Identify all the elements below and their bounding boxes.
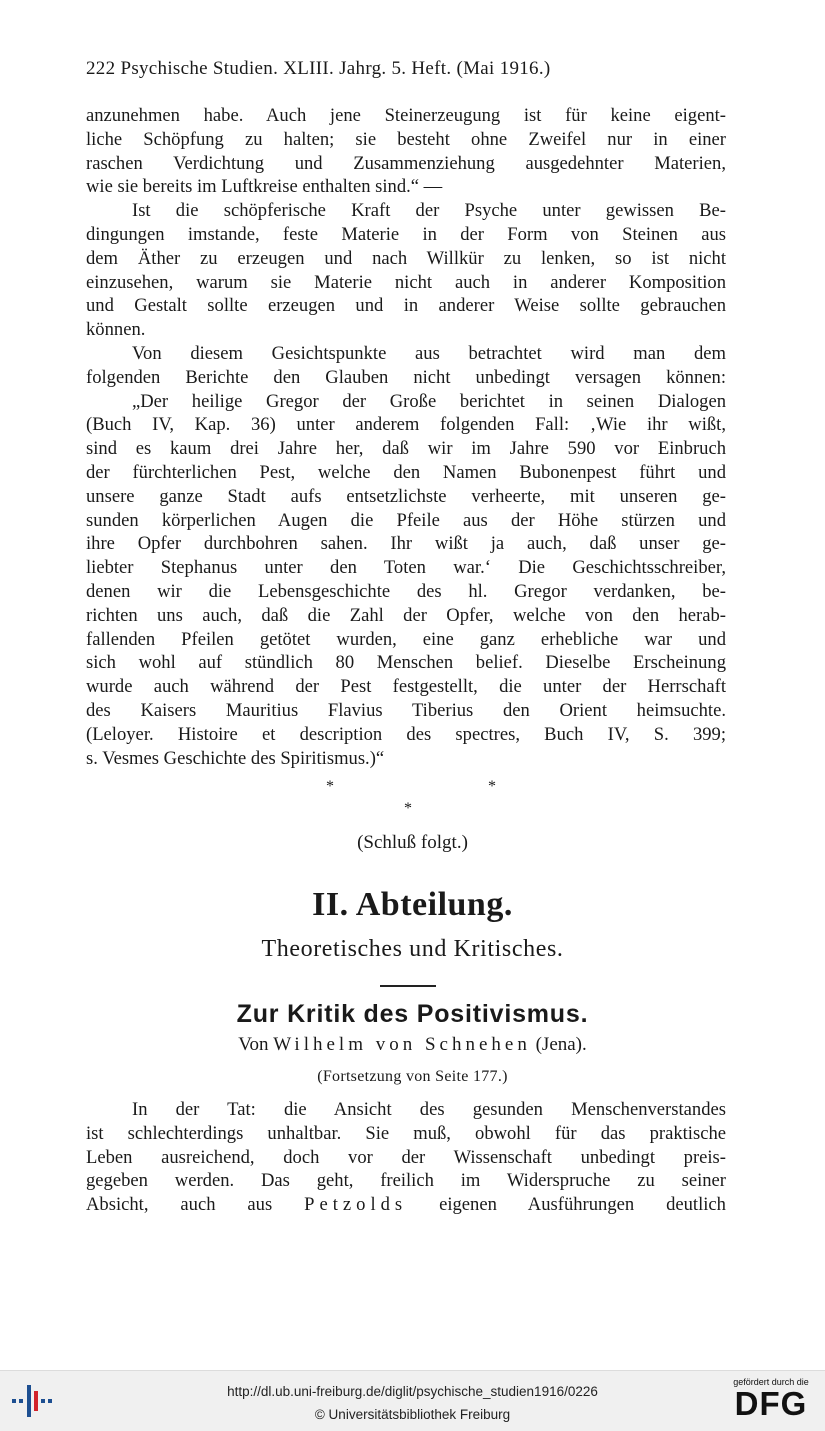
text-line: sind es kaum drei Jahre her, daß wir im Jahre 590 vor Einbruch [86, 438, 726, 460]
asterisk: * [326, 778, 334, 795]
text-line: denen wir die Lebensgeschichte des hl. Gregor verdanken, be- [86, 580, 726, 602]
byline [0, 1034, 825, 1056]
text-line: Ist die schöpferische Kraft der Psyche unter gewissen Be- [132, 200, 726, 222]
section-heading: II. Abteilung. [312, 886, 513, 923]
byline-von: Von [238, 1034, 269, 1055]
dfg-wordmark: DFG [734, 1385, 808, 1422]
body-text-block-1 [86, 104, 726, 770]
text-line: folgenden Berichte den Glauben nicht unbedingt versagen können: [86, 366, 726, 388]
text-line: ihre Opfer durchbohren sahen. Ihr wißt ja auch, daß unser ge- [86, 533, 726, 555]
footer-copyright: © Universitätsbibliothek Freiburg [314, 1407, 511, 1422]
body-text-block-2 [86, 1098, 726, 1217]
text-line: unsere ganze Stadt aufs entsetzlichste verheerte, mit unseren ge- [86, 485, 726, 507]
text-line: dem Äther zu erzeugen und nach Willkür zu lenken, so ist nicht [86, 247, 726, 269]
text-line: liebter Stephanus unter den Toten war.‘ Die Geschichtsschreiber, [86, 557, 726, 579]
text-line: In der Tat: die Ansicht des gesunden Menschenverstandes [132, 1099, 726, 1120]
footer-url-link[interactable]: http://dl.ub.uni-freiburg.de/diglit/psychische_studien1916/0226 [227, 1384, 598, 1399]
text-line: der fürchterlichen Pest, welche den Namen Bubonenpest führt und [86, 461, 726, 483]
text-line: raschen Verdichtung und Zusammenziehung ausgedehnter Materien, [86, 152, 726, 174]
text-line [86, 1193, 726, 1217]
text-line: s. Vesmes Geschichte des Spiritismus.)“ [86, 747, 385, 769]
byline-author: Wilhelm von Schnehen [273, 1034, 531, 1055]
text-line: können. [86, 319, 146, 341]
text-line: gegeben werden. Das geht, freilich im Widerspruche zu seiner [86, 1170, 726, 1192]
author-name-spaced: Petzolds [304, 1194, 408, 1216]
text-line: (Leloyer. Histoire et description des spectres, Buch IV, S. 399; [86, 723, 726, 745]
continuation-note: (Schluß folgt.) [357, 832, 468, 853]
text-line: sunden körperlichen Augen die Pfeile aus der Höhe stürzen und [86, 509, 726, 531]
text-line: wie sie bereits im Luftkreise enthalten sind.“ — [86, 176, 443, 198]
text-line: richten uns auch, daß die Zahl der Opfer, welche von den herab- [86, 604, 726, 626]
article-title: Zur Kritik des Positivismus. [236, 1000, 589, 1028]
text-line: einzusehen, warum sie Materie nicht auch in anderer Komposition [86, 271, 726, 293]
text-line: dingungen imstande, feste Materie in der Form von Steinen aus [86, 223, 726, 245]
text-line: anzunehmen habe. Auch jene Steinerzeugung ist für keine eigent- [86, 105, 726, 126]
asterisk: * [488, 778, 496, 795]
text-line: Leben ausreichend, doch vor der Wissenschaft unbedingt preis- [86, 1146, 726, 1168]
text-line: und Gestalt sollte erzeugen und in anderer Weise sollte gebrauchen [86, 295, 726, 317]
text-fragment: Absicht, auch aus [86, 1194, 273, 1216]
dfg-tagline: gefördert durch die [733, 1377, 809, 1387]
asterism-divider [0, 778, 825, 818]
text-line: Von diesem Gesichtspunkte aus betrachtet wird man dem [132, 342, 726, 364]
byline-place: (Jena). [535, 1034, 587, 1055]
text-line: „Der heilige Gregor der Große berichtet in seinen Dialogen [132, 390, 726, 412]
text-line: des Kaisers Mauritius Flavius Tiberius den Orient heimsuchte. [86, 699, 726, 721]
asterisk: * [404, 800, 412, 817]
divider-rule [380, 985, 436, 987]
text-fragment: eigenen Ausführungen deutlich [439, 1194, 726, 1216]
text-line: wurde auch während der Pest festgestellt, die unter der Herrschaft [86, 676, 726, 698]
viewer-footer [0, 1370, 825, 1431]
dfg-logo [727, 1377, 815, 1425]
running-head: 222 Psychische Studien. XLIII. Jahrg. 5. Heft. (Mai 1916.) [86, 58, 551, 79]
text-line: ist schlechterdings unhaltbar. Sie muß, obwohl für das praktische [86, 1122, 726, 1144]
continued-from-note: (Fortsetzung von Seite 177.) [317, 1068, 508, 1085]
text-line: fallenden Pfeilen getötet wurden, eine ganz erhebliche war und [86, 628, 726, 650]
section-subtitle: Theoretisches und Kritisches. [261, 936, 564, 962]
text-line: sich wohl auf stündlich 80 Menschen belief. Dieselbe Erscheinung [86, 652, 726, 674]
text-line: liche Schöpfung zu halten; sie besteht ohne Zweifel nur in einer [86, 128, 726, 150]
text-line: (Buch IV, Kap. 36) unter anderem folgenden Fall: ‚Wie ihr wißt, [86, 414, 726, 436]
